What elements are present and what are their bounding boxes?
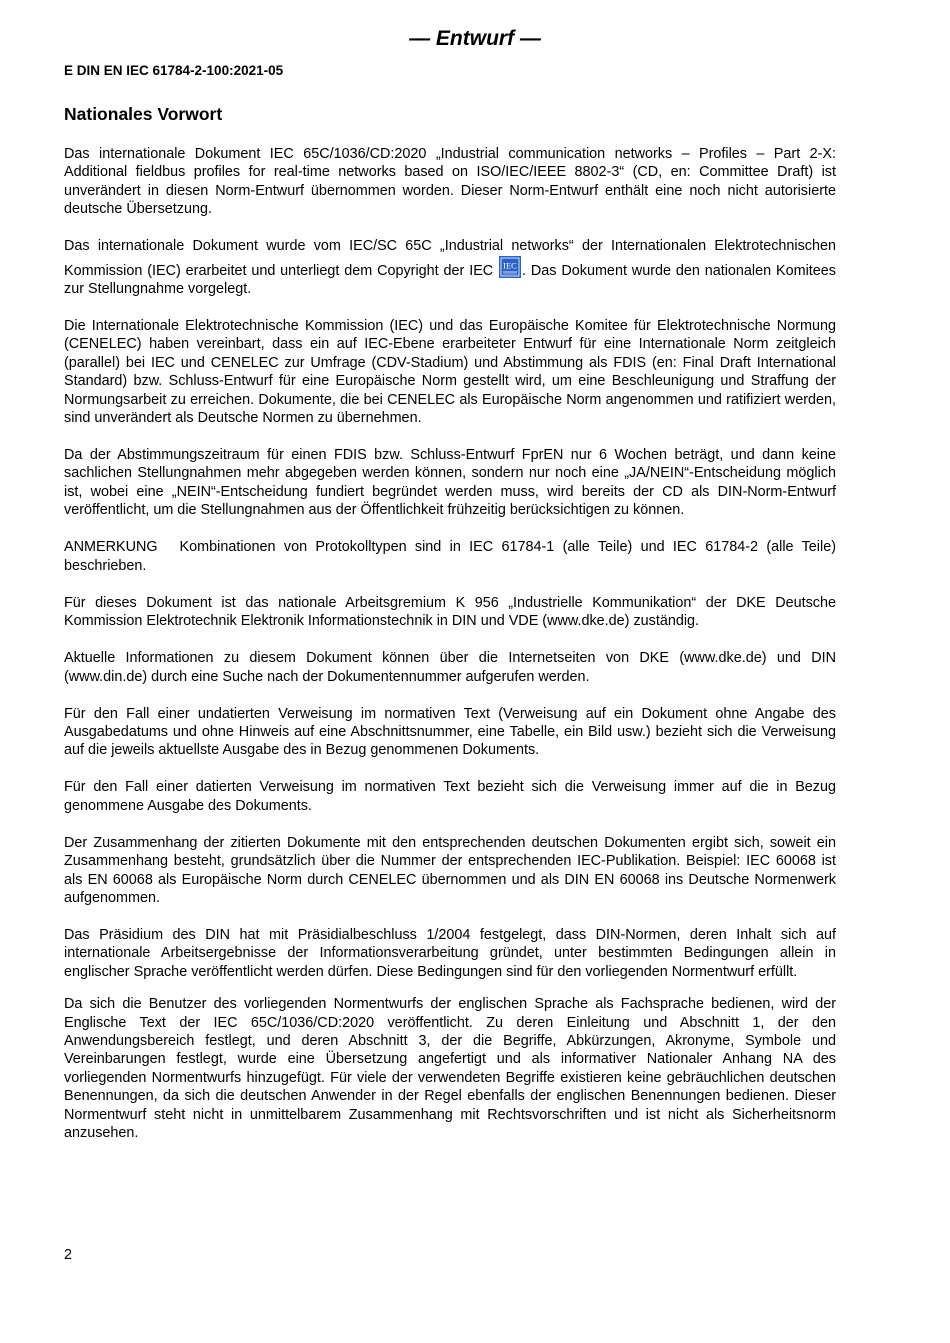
paragraph-2-start: Das internationale Dokument wurde vom IEC/SC 65C „Industrial networks“ der Internationalen Elektrotechnischen Kommission (IEC) erarbeitet und unterliegt dem Copyright der IEC xyxy=(64,238,836,279)
foreword-body xyxy=(64,145,836,1161)
draft-banner: — Entwurf — xyxy=(409,27,541,50)
paragraph-11: Da sich die Benutzer des vorliegenden Normentwurfs der englischen Sprache als Fachsprache bedienen, wird der Englische Text der IEC 65C/1036/CD:2020 veröffentlicht. Zu deren Einleitung und Abschnitt 1, der den Anwendungsbereich festlegt, und deren Abschnitt 3, der die Begriffe, Abkürzungen, Akronyme, Symbole und Vereinbarungen festlegt, wurde eine Übersetzung angefertigt und als informativer Nationaler Anhang NA des vorliegenden Normentwurfs hinzugefügt. Für viele der verwendeten Begriffe existieren keine gebräuchlichen deutschen Benennungen, da sich die deutschen Anwender in der Regel ebenfalls der englischen Benennungen bedienen. Dieser Normentwurf steht nicht in unmittelbarem Zusammenhang mit Rechtsvorschriften und ist nicht als Sicherheitsnorm anzusehen. xyxy=(64,996,836,1141)
paragraph-7: Für den Fall einer undatierten Verweisung im normativen Text (Verweisung auf ein Dokument ohne Angabe des Ausgabedatums und ohne Hinweis auf eine Abschnittsnummer, eine Tabelle, ein Bild usw.) bezieht sich die Verweisung auf die jeweils aktuellste Ausgabe des in Bezug genommenen Dokuments. xyxy=(64,705,836,759)
paragraph-4: Da der Abstimmungszeitraum für einen FDIS bzw. Schluss-Entwurf FprEN nur 6 Wochen beträgt, und dann keine sachlichen Stellungnahmen mehr abgegeben werden können, sondern nur noch eine „JA/NEIN“-Entscheidung möglich ist, wobei eine „NEIN“-Entscheidung fundiert begründet werden muss, wird bereits der CD als DIN-Norm-Entwurf veröffentlicht, um die Stellungnahmen aus der Öffentlichkeit frühzeitig berücksichtigen zu können. xyxy=(64,447,836,519)
paragraph-2-end: . Das Dokument wurde den nationalen Komitees zur Stellungnahme vorgelegt. xyxy=(64,262,836,298)
page-number: 2 xyxy=(64,1247,73,1263)
note-text: Kombinationen von Protokolltypen sind in IEC 61784-1 (alle Teile) und IEC 61784-2 (alle Teile) beschrieben. xyxy=(64,539,836,574)
paragraph-1: Das internationale Dokument IEC 65C/1036/CD:2020 „Industrial communication networks – Profiles – Part 2-X: Additional fieldbus profiles for real-time networks based on ISO/IEC/IEEE 8802-3“ (CD, en: Committee Draft) ist unverändert in diesen Norm-Entwurf übernommen worden. Dieser Norm-Entwurf enthält eine noch nicht autorisierte deutsche Übersetzung. xyxy=(64,146,836,218)
paragraph-9: Der Zusammenhang der zitierten Dokumente mit den entsprechenden deutschen Dokumenten ergibt sich, soweit ein Zusammenhang besteht, grundsätzlich über die Nummer der entsprechenden IEC-Publikation. Beispiel: IEC 60068 ist als EN 60068 als Europäische Norm durch CENELEC übernommen und als DIN EN 60068 ins Deutsche Normenwerk aufgenommen. xyxy=(64,834,836,906)
document-id: E DIN EN IEC 61784-2-100:2021-05 xyxy=(64,63,284,78)
iec-logo-text: IEC xyxy=(503,260,517,271)
paragraph-2 xyxy=(64,237,836,298)
paragraph-6: Aktuelle Informationen zu diesem Dokument können über die Internetseiten von DKE (www.dke.de) und DIN (www.din.de) durch eine Suche nach der Dokumentennummer aufgerufen werden. xyxy=(64,650,836,685)
note-label: ANMERKUNG xyxy=(64,539,158,556)
note xyxy=(64,538,836,575)
paragraph-3: Die Internationale Elektrotechnische Kommission (IEC) und das Europäische Komitee für Elektrotechnische Normung (CENELEC) haben vereinbart, dass ein auf IEC-Ebene erarbeiteter Entwurf für eine Internationale Norm zeitgleich (parallel) bei IEC und CENELEC zur Umfrage (CDV-Stadium) und Abstimmung als FDIS (en: Final Draft International Standard) bzw. Schluss-Entwurf für eine Europäische Norm gestellt wird, um eine Beschleunigung und Straffung der Normungsarbeit zu erreichen. Dokumente, die bei CENELEC als Europäische Norm angenommen und ratifiziert werden, sind unverändert als Deutsche Normen zu übernehmen. xyxy=(64,318,836,427)
iec-logo-icon xyxy=(499,256,521,278)
paragraph-10: Das Präsidium des DIN hat mit Präsidialbeschluss 1/2004 festgelegt, dass DIN-Normen, deren Inhalt sich auf internationale Arbeitsergebnisse der Informationsverarbeitung gründet, unter bestimmten Bedingungen allein in englischer Sprache veröffentlicht werden dürfen. Diese Bedingungen sind für den vorliegenden Normentwurf erfüllt. xyxy=(64,926,836,980)
paragraph-8: Für den Fall einer datierten Verweisung im normativen Text bezieht sich die Verweisung immer auf die in Bezug genommene Ausgabe des Dokuments. xyxy=(64,779,836,814)
section-title: Nationales Vorwort xyxy=(64,104,223,124)
paragraph-5: Für dieses Dokument ist das nationale Arbeitsgremium K 956 „Industrielle Kommunikation“ der DKE Deutsche Kommission Elektrotechnik Elektronik Informationstechnik in DIN und VDE (www.dke.de) zuständig. xyxy=(64,594,836,630)
